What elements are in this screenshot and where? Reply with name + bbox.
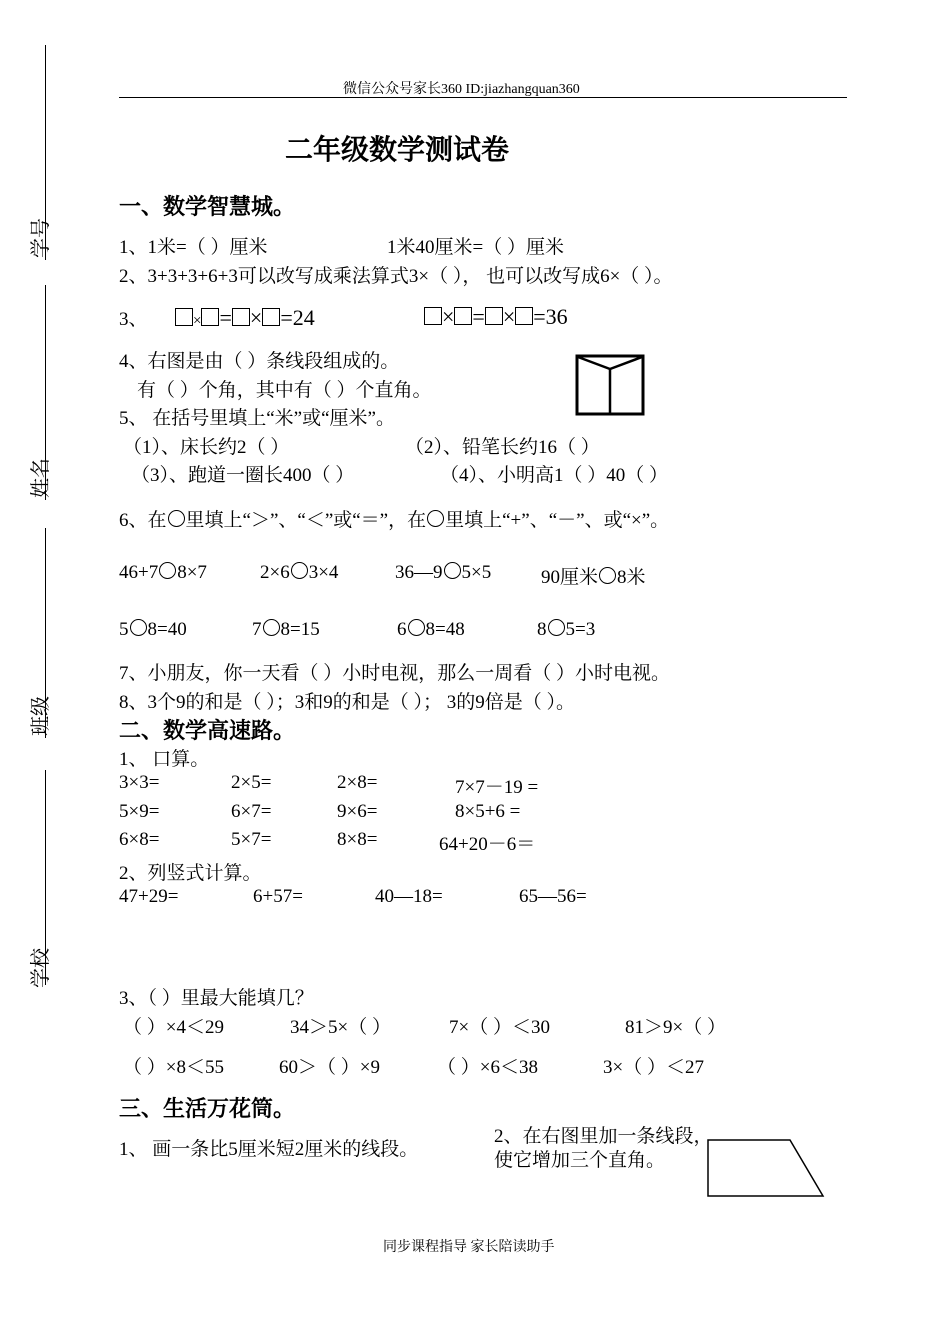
section1-heading: 一、数学智慧城。 [119,195,296,220]
segment-figure [575,354,647,418]
fill-cell: 3×（ ）＜27 [603,1057,704,1078]
s1-q5-2: （2）、铅笔长约16（ ） [405,437,600,458]
mental-cell: 5×7= [231,829,272,850]
mental-cell: 9×6= [337,801,378,822]
blank-box-icon [175,308,193,326]
blank-box-icon [515,307,533,325]
s1-q6-c: 里填上“+”、“－”、或“×”。 [445,510,670,531]
s1-q4a: 4、右图是由（ ）条线段组成的。 [119,351,400,372]
margin-label-xingming: 姓名 [30,458,52,498]
section2-heading: 二、数学高速路。 [119,719,296,744]
s1-q5: 5、 在括号里填上“米”或“厘米”。 [119,408,395,429]
s3-q1: 1、 画一条比5厘米短2厘米的线段。 [119,1139,419,1160]
s1-q6-a: 6、在 [119,510,167,531]
circle-icon [427,510,444,527]
s2-q2: 2、列竖式计算。 [119,863,262,884]
s1-q3-eq2: =36 [533,304,568,329]
vertical-cell: 40—18= [375,886,443,907]
q6-row2-item: 5 8=40 [119,619,187,640]
section3-heading: 三、生活万花筒。 [119,1097,296,1122]
s3-q2a: 2、在右图里加一条线段， [494,1126,713,1147]
blank-box-icon [454,307,472,325]
mental-cell: 2×5= [231,772,272,793]
blank-box-icon [262,308,280,326]
fill-cell: 81＞9×（ ） [625,1017,726,1038]
fill-cell: （ ）×8＜55 [123,1057,224,1078]
s2-q1: 1、 口算。 [119,749,210,770]
fill-cell: （ ）×6＜38 [437,1057,538,1078]
circle-icon [599,567,616,584]
fill-cell: 7×（ ）＜30 [449,1017,550,1038]
s1-q5-1: （1）、床长约2（ ） [123,437,290,458]
s1-q3-prefix: 3、 [119,309,148,330]
s1-q6 [119,505,669,532]
s1-q7: 7、小朋友，你一天看（ ）小时电视，那么一周看（ ）小时电视。 [119,663,671,684]
s1-q3-right: × = × =36 [424,304,568,330]
blank-box-icon [424,307,442,325]
s1-q3: 3、 × = × =24 [119,305,315,330]
s1-q2: 2、3+3+3+6+3可以改写成乘法算式3×（ ）， 也可以改写成6×（ ）。 [119,266,673,287]
vertical-cell: 47+29= [119,886,179,907]
s1-q5-4: （4）、小明高1（ ）40（ ） [440,465,669,486]
mental-cell: 6×8= [119,829,160,850]
margin-label-xuexiao: 学校 [30,948,52,988]
q6-row2-item: 6 8=48 [397,619,465,640]
mental-cell: 7×7－19 = [455,777,539,798]
blank-box-icon [201,308,219,326]
blank-box-icon [485,307,503,325]
circle-icon [263,619,280,636]
margin-label-xuehao: 学号 [30,218,52,258]
vertical-cell: 65—56= [519,886,587,907]
mental-cell: 2×8= [337,772,378,793]
blank-box-icon [232,308,250,326]
s1-q8: 8、3个9的和是（ ）；3和9的和是（ ）； 3的9倍是（ ）。 [119,692,576,713]
circle-icon [159,562,176,579]
circle-icon [291,562,308,579]
q6-row1-item: 90厘米 8米 [541,567,646,588]
s2-q3: 3、（ ）里最大能填几？ [119,988,314,1009]
mental-cell: 5×9= [119,801,160,822]
s1-q6-b: 里填上“＞”、“＜”或“＝”，在 [185,510,427,531]
page-header: 微信公众号家长360 ID:jiazhangquan360 [343,82,580,97]
q6-row1-item: 46+7 8×7 [119,562,207,583]
vertical-cell: 6+57= [253,886,303,907]
circle-icon [168,510,185,527]
s1-q5-3: （3）、跑道一圈长400（ ） [131,465,355,486]
s1-q4b: 有（ ）个角，其中有（ ）个直角。 [137,380,432,401]
mental-cell: 3×3= [119,772,160,793]
trapezoid-figure [706,1138,826,1200]
q6-row2-item: 7 8=15 [252,619,320,640]
circle-icon [548,619,565,636]
mental-cell: 8×5+6 = [455,801,521,822]
mental-cell: 64+20－6＝ [439,834,536,855]
s1-q1b: 1米40厘米=（ ）厘米 [387,237,564,258]
fill-cell: 34＞5×（ ） [290,1017,391,1038]
q6-row1-item: 36—9 5×5 [395,562,492,583]
s1-q1a: 1、1米=（ ）厘米 [119,237,268,258]
mental-cell: 8×8= [337,829,378,850]
fill-cell: （ ）×4＜29 [123,1017,224,1038]
header-rule [119,97,847,98]
s3-q2b: 使它增加三个直角。 [494,1150,666,1171]
circle-icon [444,562,461,579]
page-footer: 同步课程指导 家长陪读助手 [383,1240,555,1255]
s1-q3-eq1: =24 [280,305,315,330]
page-title: 二年级数学测试卷 [285,133,510,166]
q6-row1-item: 2×6 3×4 [260,562,339,583]
circle-icon [408,619,425,636]
mental-cell: 6×7= [231,801,272,822]
fill-cell: 60＞（ ）×9 [279,1057,380,1078]
circle-icon [130,619,147,636]
margin-label-banji: 班级 [30,696,52,736]
q6-row2-item: 8 5=3 [537,619,596,640]
